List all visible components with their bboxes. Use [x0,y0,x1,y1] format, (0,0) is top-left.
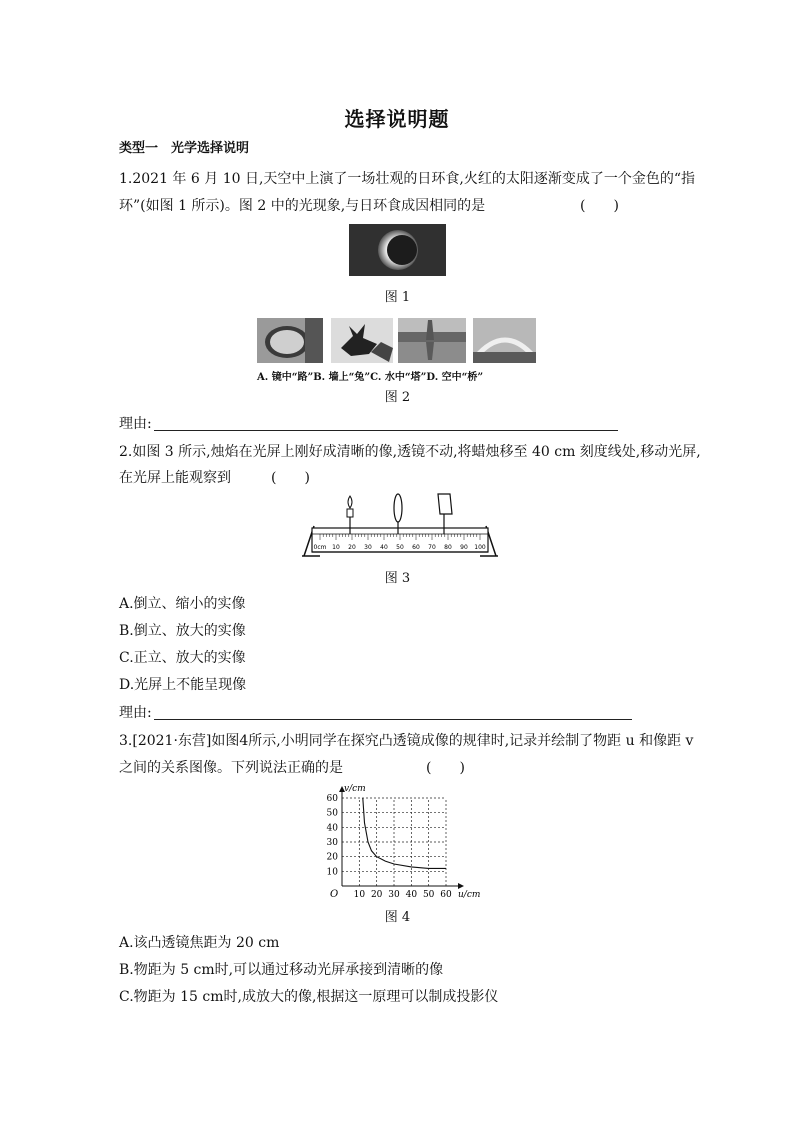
x-tick-label: 40 [405,890,418,900]
x-tick-label: 10 [353,890,366,900]
ruler-label: 0cm [313,544,327,551]
fig2-caption: 图 2 [384,390,411,405]
q2-stem-line2: 在光屏上能观察到 [119,470,231,486]
fig4-uv-chart [310,782,480,904]
y-tick-label: 30 [326,838,338,848]
eclipse-image [349,224,446,276]
ruler-label: 80 [444,544,452,551]
x-tick-label: 50 [422,890,435,900]
q2-reason-label: 理由: [119,705,152,721]
ruler-labels [314,544,486,551]
ruler-label: 60 [412,544,420,551]
q2-option-d: D.光屏上不能呈现像 [119,677,247,693]
q2-reason-line [154,719,632,720]
q2-option-b: B.倒立、放大的实像 [119,623,246,639]
q1-stem-line1: 1.2021 年 6 月 10 日,天空中上演了一场壮观的日环食,火红的太阳逐渐变成了一个金色的“指 [119,171,696,187]
ruler-label: 70 [428,544,436,551]
q3-answer-paren: ( ) [426,760,465,776]
fig2-photo-mirror [257,318,323,363]
x-axis-arrow [458,883,464,889]
y-axis-label: v/cm [344,784,366,794]
q3-option-c: C.物距为 15 cm时,成放大的像,根据这一原理可以制成投影仪 [119,989,499,1005]
y-tick-label: 60 [326,794,338,804]
q2-option-c: C.正立、放大的实像 [119,650,246,666]
q2-answer-paren: ( ) [271,470,310,486]
ruler-label: 30 [364,544,372,551]
q3-stem-line1: 3.[2021·东营]如图4所示,小明同学在探究凸透镜成像的规律时,记录并绘制了物距 u 和像距 v [119,733,694,749]
fig3-optical-bench [300,490,500,562]
fig1-caption: 图 1 [384,290,411,305]
fig1-eclipse-photo [349,224,446,276]
page-title: 选择说明题 [344,107,450,131]
series-line-uv [363,798,446,868]
fig2-photo-rainbow [473,318,536,363]
y-tick-label: 20 [326,852,338,863]
fig2-photo-pagoda [398,318,466,363]
q1-reason-label: 理由: [119,416,152,432]
ruler-label: 40 [380,544,388,551]
q1-reason-line [154,430,618,431]
q3-option-b: B.物距为 5 cm时,可以通过移动光屏承接到清晰的像 [119,962,444,978]
y-tick-label: 40 [326,823,338,834]
ruler-label: 50 [396,544,404,551]
origin-label: O [330,889,339,900]
x-axis-label: u/cm [458,890,480,900]
ruler-label: 10 [332,544,340,551]
y-tick-label: 50 [326,808,338,819]
x-tick-label: 30 [388,890,400,900]
q3-option-a: A.该凸透镜焦距为 20 cm [119,935,280,951]
ruler-label: 100 [474,544,486,551]
q2-option-a: A.倒立、缩小的实像 [119,596,246,612]
fig2-option-labels: A. 镜中“路”B. 墙上“兔”C. 水中“塔”D. 空中“桥” [257,372,484,383]
q1-answer-paren: ( ) [580,198,619,214]
q2-stem-line1: 2.如图 3 所示,烛焰在光屏上刚好成清晰的像,透镜不动,将蜡烛移至 40 cm 刻度线处,移动光屏, [119,444,701,460]
ruler-label: 90 [460,544,468,551]
x-tick-label: 60 [440,890,452,900]
x-tick-label: 20 [370,890,383,900]
section-heading: 类型一 光学选择说明 [119,141,250,156]
chart-grid [342,798,446,886]
fig4-caption: 图 4 [384,910,411,925]
ruler-label: 20 [348,544,356,551]
fig2-photo-shadow-rabbit [331,318,393,363]
q3-stem-line2: 之间的关系图像。下列说法正确的是 [119,760,343,776]
fig3-caption: 图 3 [384,571,411,586]
y-tick-label: 10 [326,867,338,878]
q1-stem-line2: 环”(如图 1 所示)。图 2 中的光现象,与日环食成因相同的是 [119,198,486,214]
